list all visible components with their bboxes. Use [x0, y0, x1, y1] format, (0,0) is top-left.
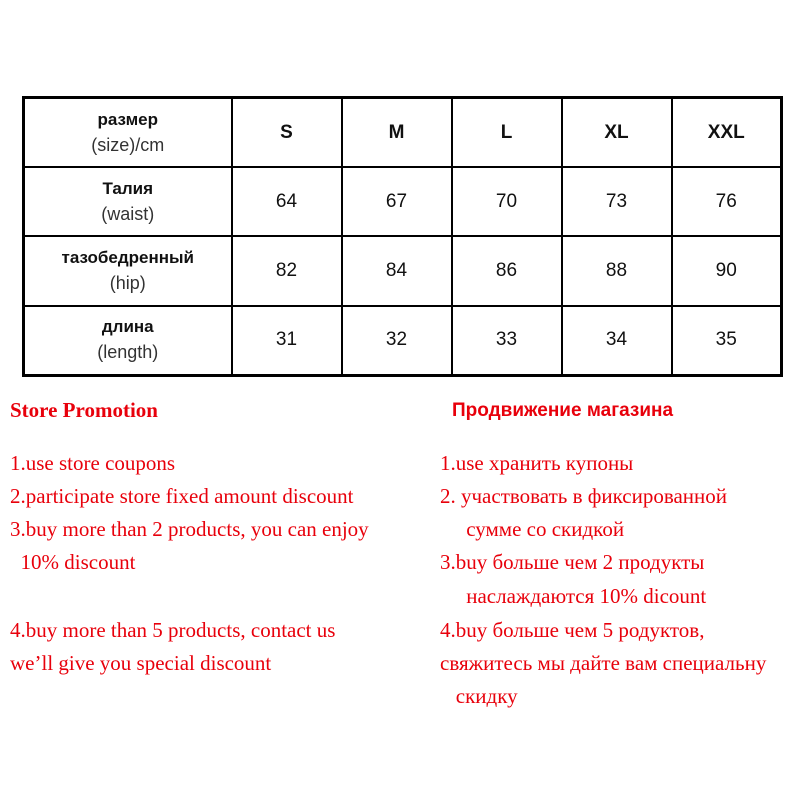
table-cell: 90: [672, 236, 782, 305]
table-cell: 82: [232, 236, 342, 305]
promo-line-en: we’ll give you special discount: [10, 651, 272, 675]
table-cell: 84: [342, 236, 452, 305]
table-cell: 86: [452, 236, 562, 305]
table-cell: 70: [452, 167, 562, 236]
table-cell: 33: [452, 306, 562, 376]
measurement-label-ru: тазобедренный: [61, 248, 194, 268]
promo-line-en: 10% discount: [10, 550, 136, 574]
promo-line-ru: 2. участвовать в фиксированной: [440, 484, 727, 508]
table-cell: 35: [672, 306, 782, 376]
table-cell: 64: [232, 167, 342, 236]
measurement-label-cell: [24, 167, 232, 236]
promo-title-ru: Продвижение магазина: [452, 400, 674, 421]
promo-line-ru: 4.buy больше чем 5 родуктов,: [440, 618, 705, 642]
size-column-header: S: [232, 98, 342, 168]
measurement-label-cell: [24, 306, 232, 376]
promo-line-en: 2.participate store fixed amount discount: [10, 484, 354, 508]
table-row: [24, 306, 782, 376]
table-cell: 31: [232, 306, 342, 376]
measurement-label-en: (waist): [101, 203, 155, 224]
promo-line-ru: сумме со скидкой: [440, 517, 625, 541]
table-row: [24, 167, 782, 236]
measurement-label-en: (hip): [109, 273, 146, 294]
size-column-header: L: [452, 98, 562, 168]
promo-line-en: 1.use store coupons: [10, 451, 176, 475]
size-label-en: (size)/cm: [91, 134, 165, 155]
measurement-label-cell: [24, 236, 232, 305]
size-header-cell: [24, 98, 232, 168]
table-cell: 34: [562, 306, 672, 376]
measurement-label-ru: длина: [101, 317, 154, 337]
promo-line-ru: 1.use хранить купоны: [440, 451, 634, 475]
table-cell: 32: [342, 306, 452, 376]
promo-line-ru: свяжитесь мы дайте вам специальну: [440, 651, 767, 675]
table-cell: 88: [562, 236, 672, 305]
table-cell: 73: [562, 167, 672, 236]
promo-line-ru: скидку: [440, 684, 518, 708]
table-cell: 67: [342, 167, 452, 236]
promo-line-ru: 3.buy больше чем 2 продукты: [440, 550, 705, 574]
size-label-ru: размер: [97, 109, 158, 129]
table-cell: 76: [672, 167, 782, 236]
promo-line-en: 4.buy more than 5 products, contact us: [10, 618, 336, 642]
size-column-header: XL: [562, 98, 672, 168]
promo-line-ru: наслаждаются 10% dicount: [440, 584, 707, 608]
promo-title-en: Store Promotion: [10, 398, 158, 422]
table-row: [24, 236, 782, 305]
measurement-label-ru: Талия: [102, 178, 154, 198]
measurement-label-en: (length): [97, 342, 159, 363]
size-chart-table: [22, 96, 783, 377]
size-column-header: XXL: [672, 98, 782, 168]
promo-line-en: 3.buy more than 2 products, you can enjoy: [10, 517, 369, 541]
size-column-header: M: [342, 98, 452, 168]
table-header-row: [24, 98, 782, 168]
